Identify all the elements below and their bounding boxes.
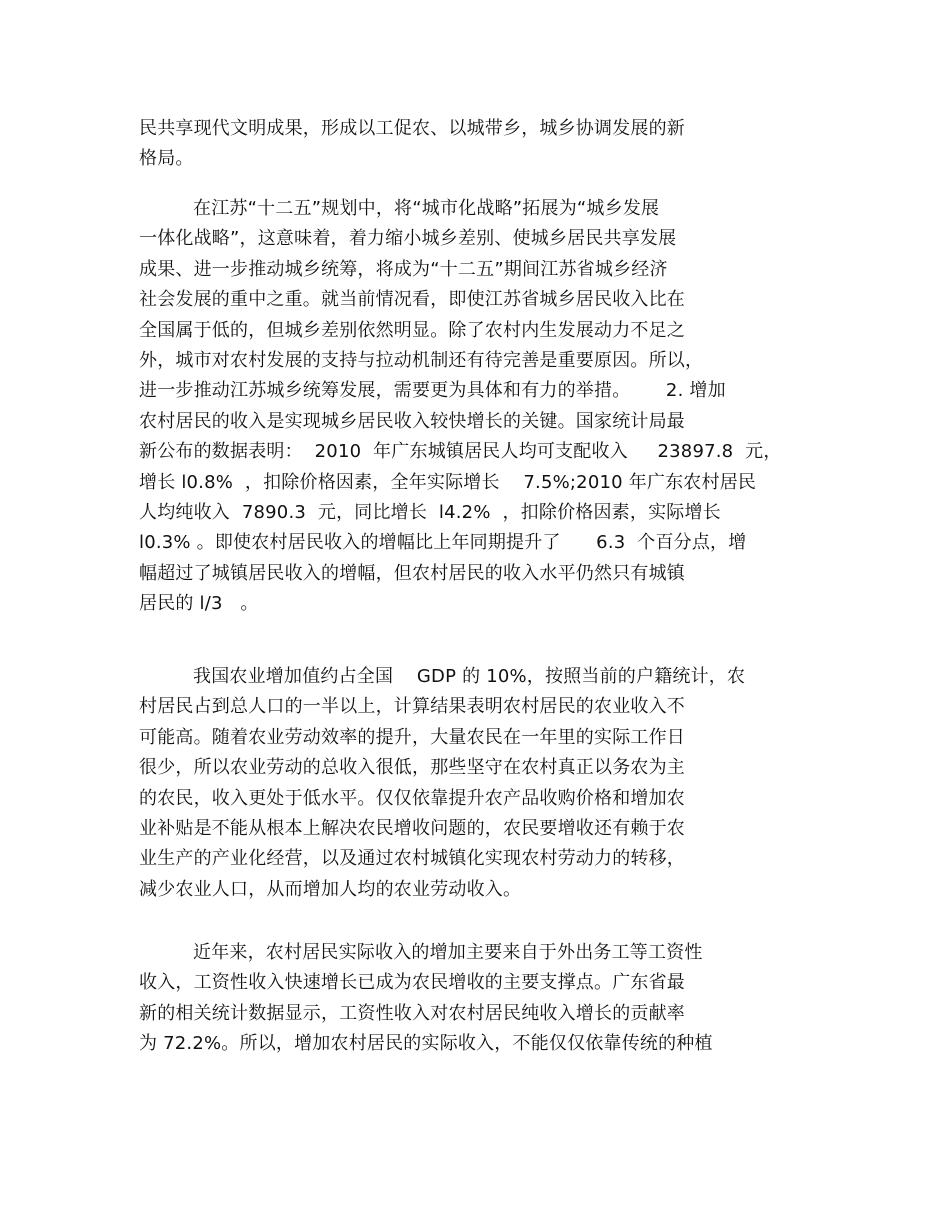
paragraph-agriculture-gdp bbox=[139, 662, 859, 905]
text-line: 民共享现代文明成果，形成以工促农、以城带乡，城乡协调发展的新 bbox=[139, 118, 685, 139]
text-line: 增长 l0.8% ，扣除价格因素，全年实际增长 7.5%;2010 年广东农村居民 bbox=[139, 471, 757, 493]
paragraph-jiangsu-plan bbox=[139, 194, 859, 619]
text-line: 为 72.2%。所以，增加农村居民的实际收入，不能仅仅依靠传统的种植 bbox=[139, 1033, 713, 1055]
text-line: 的农民，收入更处于低水平。仅仅依靠提升农产品收购价格和增加农 bbox=[139, 787, 685, 809]
text-line: 人均纯收入 7890.3 元，同比增长 l4.2% ，扣除价格因素，实际增长 bbox=[139, 501, 721, 523]
text-line: 近年来，农村居民实际收入的增加主要来自于外出务工等工资性 bbox=[193, 942, 703, 963]
text-line: 很少，所以农业劳动的总收入很低，那些坚守在农村真正以务农为主 bbox=[139, 757, 685, 779]
text-line: 业补贴是不能从根本上解决农民增收问题的，农民要增收还有赖于农 bbox=[139, 817, 685, 839]
text-line: 在江苏“十二五”规划中，将“城市化战略”拓展为“城乡发展 bbox=[193, 198, 660, 219]
text-line: 可能高。随着农业劳动效率的提升，大量农民在一年里的实际工作日 bbox=[139, 726, 685, 748]
text-line: 成果、进一步推动城乡统筹，将成为“十二五”期间江苏省城乡经济 bbox=[139, 258, 668, 280]
text-line: 减少农业人口，从而增加人均的农业劳动收入。 bbox=[139, 878, 522, 900]
text-line: 我国农业增加值约占全国 GDP 的 10%，按照当前的户籍统计，农 bbox=[193, 666, 746, 687]
text-line: 外，城市对农村发展的支持与拉动机制还有待完善是重要原因。所以， bbox=[139, 349, 704, 371]
paragraph-continuation bbox=[139, 114, 859, 175]
text-line: l0.3% 。即使农村居民收入的增幅比上年同期提升了 6.3 个百分点，增 bbox=[139, 532, 747, 554]
text-line: 居民的 l/3 。 bbox=[139, 593, 259, 615]
paragraph-wage-income bbox=[139, 938, 859, 1060]
text-line: 新的相关统计数据显示，工资性收入对农村居民纯收入增长的贡献率 bbox=[139, 1002, 685, 1024]
text-line: 幅超过了城镇居民收入的增幅，但农村居民的收入水平仍然只有城镇 bbox=[139, 562, 685, 584]
text-line: 进一步推动江苏城乡统筹发展，需要更为具体和有力的举措。 2. 增加 bbox=[139, 380, 726, 402]
text-line: 全国属于低的，但城乡差别依然明显。除了农村内生发展动力不足之 bbox=[139, 319, 685, 341]
text-line: 业生产的产业化经营，以及通过农村城镇化实现农村劳动力的转移， bbox=[139, 848, 685, 870]
text-line: 新公布的数据表明： 2010 年广东城镇居民人均可支配收入 23897.8 元， bbox=[139, 441, 782, 463]
text-line: 农村居民的收入是实现城乡居民收入较快增长的关键。国家统计局最 bbox=[139, 410, 685, 432]
text-line: 村居民占到总人口的一半以上，计算结果表明农村居民的农业收入不 bbox=[139, 696, 685, 718]
text-line: 格局。 bbox=[139, 148, 194, 170]
text-line: 收入，工资性收入快速增长已成为农民增收的主要支撑点。广东省最 bbox=[139, 972, 685, 994]
text-line: 一体化战略”，这意味着，着力缩小城乡差别、使城乡居民共享发展 bbox=[139, 228, 677, 250]
text-line: 社会发展的重中之重。就当前情况看，即使江苏省城乡居民收入比在 bbox=[139, 289, 685, 311]
